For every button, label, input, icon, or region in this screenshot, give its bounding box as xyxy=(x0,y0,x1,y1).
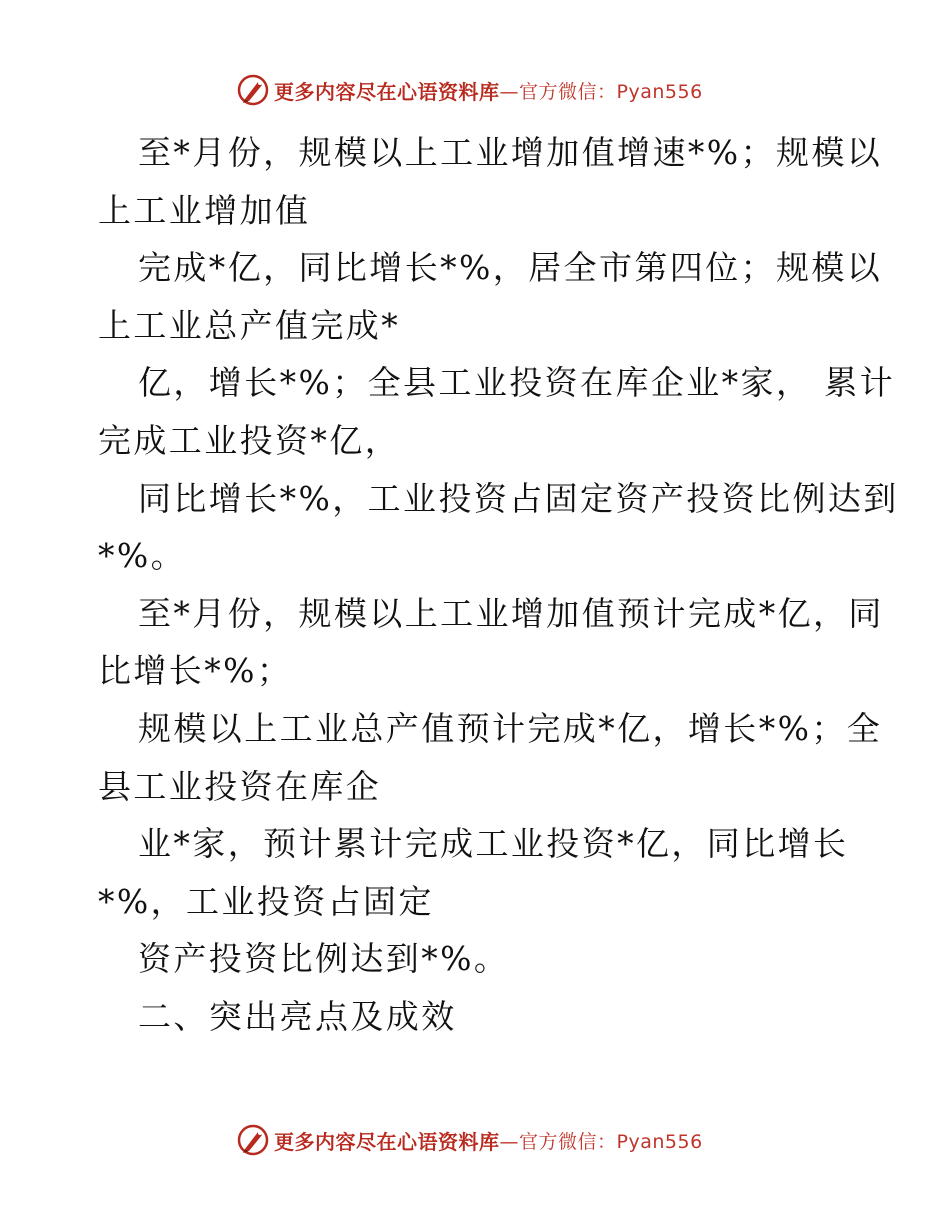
footer-banner-main-text: 更多内容尽在心语资料库 xyxy=(274,1129,500,1154)
header-watermark-banner xyxy=(236,72,703,108)
pen-logo-icon xyxy=(236,73,270,107)
paragraph-line: 完成工业投资*亿， xyxy=(98,420,401,460)
document-body xyxy=(98,124,899,1046)
section-heading: 二、突出亮点及成效 xyxy=(138,996,457,1036)
header-banner-sub-text: —官方微信：Pyan556 xyxy=(499,80,703,103)
paragraph-line: 上工业总产值完成* xyxy=(98,305,401,345)
paragraph-line: 资产投资比例达到*%。 xyxy=(138,939,510,979)
paragraph-line: 比增长*%； xyxy=(98,651,293,691)
paragraph-line: *%，工业投资占固定 xyxy=(98,881,434,921)
paragraph-line: 同比增长*%，工业投资占固定资产投资比例达到 xyxy=(138,478,899,518)
paragraph-line: 业*家，预计累计完成工业投资*亿，同比增长 xyxy=(138,824,849,864)
paragraph-line: *%。 xyxy=(98,536,187,576)
paragraph-line: 上工业增加值 xyxy=(98,190,311,230)
paragraph-line: 至*月份，规模以上工业增加值预计完成*亿，同 xyxy=(138,593,884,633)
paragraph-line: 县工业投资在库企 xyxy=(98,766,382,806)
paragraph-line: 亿，增长*%；全县工业投资在库企业*家， 累计 xyxy=(138,363,896,403)
footer-banner-sub-text: —官方微信：Pyan556 xyxy=(499,1130,703,1153)
paragraph-line: 完成*亿，同比增长*%，居全市第四位；规模以 xyxy=(138,248,883,288)
footer-watermark-banner xyxy=(236,1122,703,1158)
pen-logo-icon xyxy=(236,1123,270,1157)
paragraph-line: 规模以上工业总产值预计完成*亿，增长*%；全 xyxy=(138,708,883,748)
header-banner-main-text: 更多内容尽在心语资料库 xyxy=(274,79,500,104)
paragraph-line: 至*月份，规模以上工业增加值增速*%；规模以 xyxy=(138,133,883,172)
